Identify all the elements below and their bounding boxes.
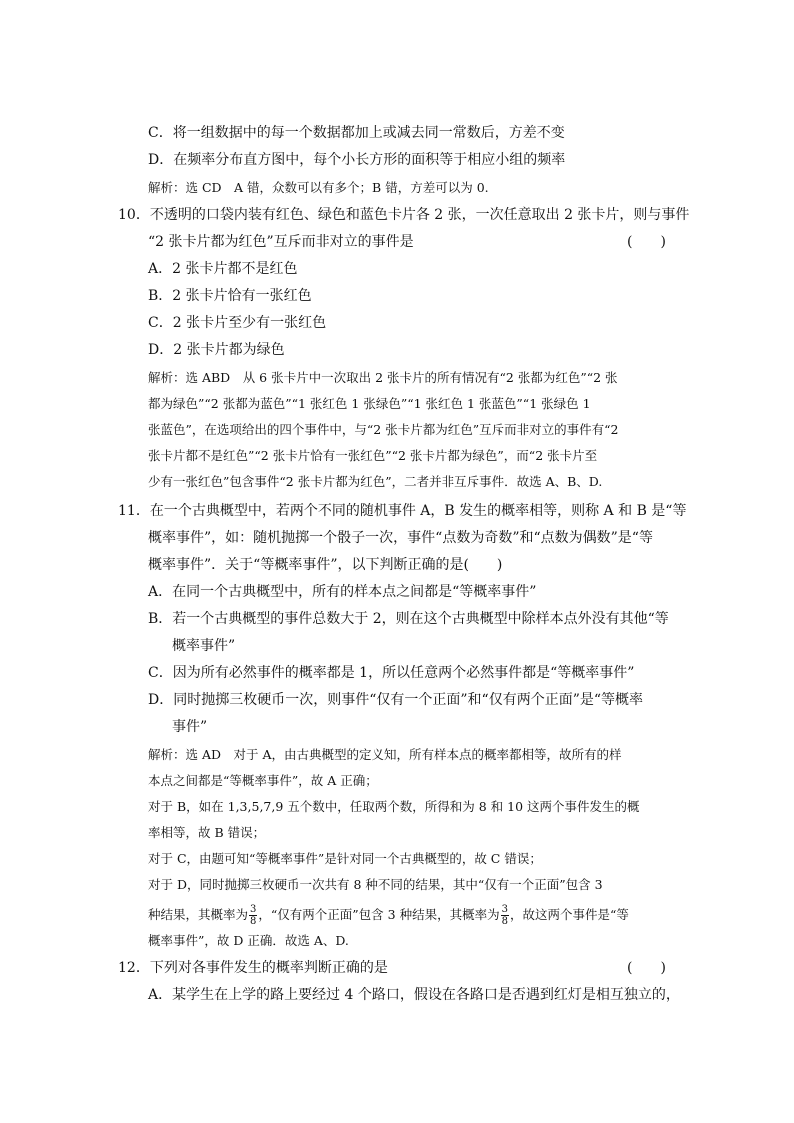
fraction-numerator: 3 — [250, 904, 257, 915]
q11-answer-fraction-line — [148, 904, 629, 927]
q10-option-a: A．2 张卡片都不是红色 — [148, 261, 298, 277]
q11-answer-line: 对于 B，如在 1,3,5,7,9 五个数中，任取两个数，所得和为 8 和 10 这两个事件发生的概 — [148, 799, 640, 814]
q11-stem-line2: 概率事件”，如：随机抛掷一个骰子一次，事件“点数为奇数”和“点数为偶数”是“等 — [148, 530, 653, 546]
fraction-denominator: 8 — [250, 916, 257, 927]
q10-answer-line: 少有一张红色”包含事件“2 张卡片都为红色”，二者并非互斥事件．故选 A、B、D. — [148, 474, 603, 489]
q11-answer-line: 对于 C，由题可知“等概率事件”是针对同一个古典概型的，故 C 错误； — [148, 851, 542, 866]
q11-stem-line1: 11．在一个古典概型中，若两个不同的随机事件 A，B 发生的概率相等，则称 A 和 B 是“等 — [118, 503, 687, 519]
q10-answer-line: 张蓝色”，在选项给出的四个事件中，与“2 张卡片都为红色”互斥而非对立的事件有“2 — [148, 422, 619, 437]
q12-option-a: A．某学生在上学的路上要经过 4 个路口，假设在各路口是否遇到红灯是相互独立的， — [148, 987, 680, 1003]
q12-stem: 12．下列对各事件发生的概率判断正确的是 — [118, 960, 388, 976]
q9-answer: 解析：选 CD A 错，众数可以有多个；B 错，方差可以为 0. — [148, 180, 489, 195]
q11-frac-text-b: ，“仅有两个正面”包含 3 种结果，其概率为 — [258, 907, 500, 922]
q10-answer-blank: ( ) — [627, 234, 666, 250]
q11-option-d-line2: 事件” — [172, 719, 208, 735]
q10-stem-line2: “2 张卡片都为红色”互斥而非对立的事件是 — [148, 234, 414, 250]
q10-answer-line: 都为绿色”“2 张都为蓝色”“1 张红色 1 张绿色”“1 张红色 1 张蓝色”“1 张绿色 1 — [148, 396, 591, 411]
q11-option-b-line2: 概率事件” — [172, 638, 236, 654]
q10-answer-line: 张卡片都不是红色”“2 张卡片恰有一张红色”“2 张卡片都为绿色”，而“2 张卡片至 — [148, 448, 598, 463]
q11-answer-last-line: 概率事件”，故 D 正确．故选 A、D. — [148, 933, 349, 948]
q9-option-d: D．在频率分布直方图中，每个小长方形的面积等于相应小组的频率 — [148, 152, 566, 168]
q10-option-d: D．2 张卡片都为绿色 — [148, 342, 285, 358]
q10-stem-line1: 10．不透明的口袋内装有红色、绿色和蓝色卡片各 2 张，一次任意取出 2 张卡片，则与事件 — [118, 207, 690, 223]
fraction-denominator: 8 — [501, 916, 508, 927]
q11-option-a: A．在同一个古典概型中，所有的样本点之间都是“等概率事件” — [148, 584, 537, 600]
q11-option-b-line1: B．若一个古典概型的事件总数大于 2，则在这个古典概型中除样本点外没有其他“等 — [148, 611, 669, 627]
q11-answer-line: 对于 D，同时抛掷三枚硬币一次共有 8 种不同的结果，其中“仅有一个正面”包含 3 — [148, 877, 603, 892]
q12-answer-blank: ( ) — [627, 960, 666, 976]
fraction — [249, 904, 257, 927]
q11-frac-text-c: ，故这两个事件是“等 — [509, 907, 629, 922]
q11-answer-line: 率相等，故 B 错误； — [148, 825, 266, 840]
fraction — [501, 904, 509, 927]
q11-option-c: C．因为所有必然事件的概率都是 1，所以任意两个必然事件都是“等概率事件” — [148, 665, 635, 681]
q11-answer-line: 解析：选 AD 对于 A，由古典概型的定义知，所有样本点的概率都相等，故所有的样 — [148, 747, 622, 762]
q11-frac-text-a: 种结果，其概率为 — [148, 907, 249, 922]
q11-answer-line: 本点之间都是“等概率事件”，故 A 正确； — [148, 773, 378, 788]
q10-option-b: B．2 张卡片恰有一张红色 — [148, 288, 312, 304]
q11-stem-line3: 概率事件”．关于“等概率事件”，以下判断正确的是( ) — [148, 557, 503, 573]
q10-answer-line: 解析：选 ABD 从 6 张卡片中一次取出 2 张卡片的所有情况有“2 张都为红色”“2 张 — [148, 370, 618, 385]
q10-option-c: C．2 张卡片至少有一张红色 — [148, 315, 327, 331]
q11-option-d-line1: D．同时抛掷三枚硬币一次，则事件“仅有一个正面”和“仅有两个正面”是“等概率 — [148, 692, 644, 708]
q9-option-c: C．将一组数据中的每一个数据都加上或减去同一常数后，方差不变 — [148, 125, 565, 141]
fraction-numerator: 3 — [501, 904, 508, 915]
